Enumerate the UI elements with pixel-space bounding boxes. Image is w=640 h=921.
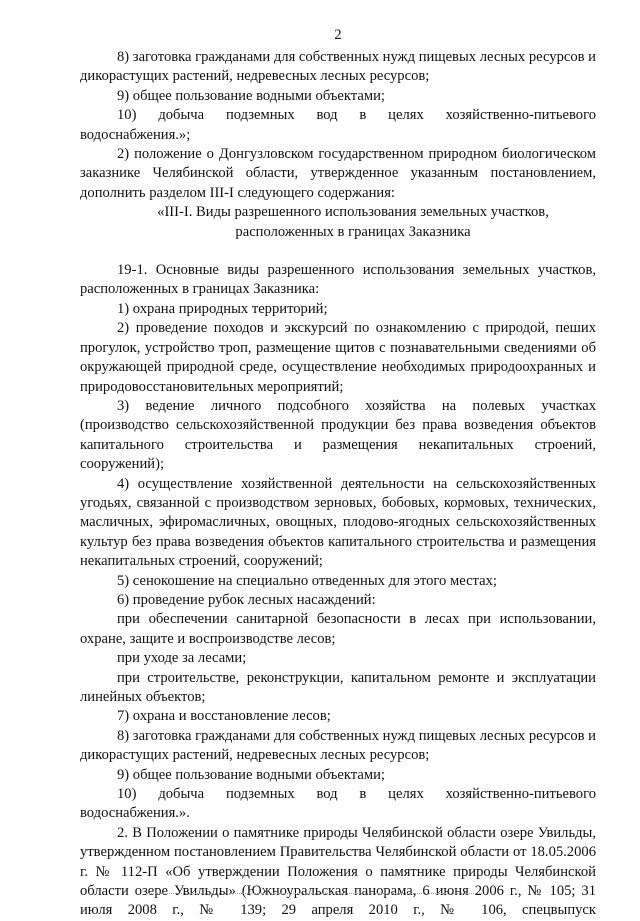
list-item-6-care: при уходе за лесами; — [117, 650, 247, 667]
list-item-7: 7) охрана и восстановление лесов; — [117, 708, 331, 725]
section-heading-line-2: расположенных в границах Заказника — [235, 223, 471, 240]
list-item-1: 1) охрана природных территорий; — [117, 300, 328, 317]
list-item-4: 4) осуществление хозяйственной деятельности на сельскохозяйственных угодьях, связанной с производством зерновых, бобовых, кормовых, технических, масличных, эфиромасличных, овощных, плодово-ягодных сельскохозяйственных культур без права возведения объектов капитального строительства и размещения некапитальных строений, сооружений; — [80, 475, 596, 570]
list-item-3: 3) ведение личного подсобного хозяйства на полевых участках (производство сельскохозяйственной продукции без права возведения объектов капитального строительства и размещения некапитальных строений, сооружений); — [80, 397, 596, 473]
list-item-2: 2) проведение походов и экскурсий по ознакомлению с природой, пеших прогулок, устройство троп, размещение щитов с познавательными сведениями об окружающей природной среде, осуществление необходимых природоохранных и природовосстановительных мероприятий; — [80, 320, 596, 395]
paragraph-19-1: 19-1. Основные виды разрешенного использования земельных участков, расположенных в границах Заказника: — [80, 262, 596, 298]
scan-edge-artifact — [146, 893, 482, 896]
list-item-6: 6) проведение рубок лесных насаждений: — [117, 591, 376, 608]
paragraph-item-10-top: 10) добыча подземных вод в целях хозяйственно-питьевого водоснабжения.»; — [80, 107, 596, 143]
paragraph-item-2-amendment: 2) положение о Донгузловском государственном природном биологическом заказнике Челябинской области, утвержденное указанным постановлением, дополнить разделом III-I следующего содержания: — [80, 146, 596, 201]
list-item-6-construction: при строительстве, реконструкции, капитальном ремонте и эксплуатации линейных объектов; — [80, 669, 596, 705]
list-item-10: 10) добыча подземных вод в целях хозяйственно-питьевого водоснабжения.». — [80, 786, 596, 822]
paragraph-2-uvildy: 2. В Положении о памятнике природы Челябинской области озере Увильды, утвержденном постановлением Правительства Челябинской области от 18.05.2006 г. № 112-П «Об утверждении Положения о памятнике природы Челябинской области озере Увильды» (Южноуральская панорама, 6 июня 2006 г., № 105; 31 июля 2008 г., № 139; 29 апреля 2010 г., № 106, спецвыпуск — [80, 824, 596, 919]
paragraph-item-9-top: 9) общее пользование водными объектами; — [117, 87, 385, 104]
page-number: 2 — [334, 27, 342, 43]
list-item-6-sanitary: при обеспечении санитарной безопасности в лесах при использовании, охране, защите и воспроизводстве лесов; — [80, 611, 596, 647]
list-item-9: 9) общее пользование водными объектами; — [117, 766, 385, 783]
list-item-5: 5) сенокошение на специально отведенных для этого местах; — [117, 572, 497, 589]
paragraph-item-8-top: 8) заготовка гражданами для собственных нужд пищевых лесных ресурсов и дикорастущих растений, недревесных лесных ресурсов; — [80, 49, 596, 85]
document-page — [80, 26, 596, 921]
section-heading-line-1: «III-I. Виды разрешенного использования земельных участков, — [157, 204, 549, 221]
blank-line — [80, 242, 596, 261]
list-item-8: 8) заготовка гражданами для собственных нужд пищевых лесных ресурсов и дикорастущих растений, недревесных лесных ресурсов; — [80, 727, 596, 764]
